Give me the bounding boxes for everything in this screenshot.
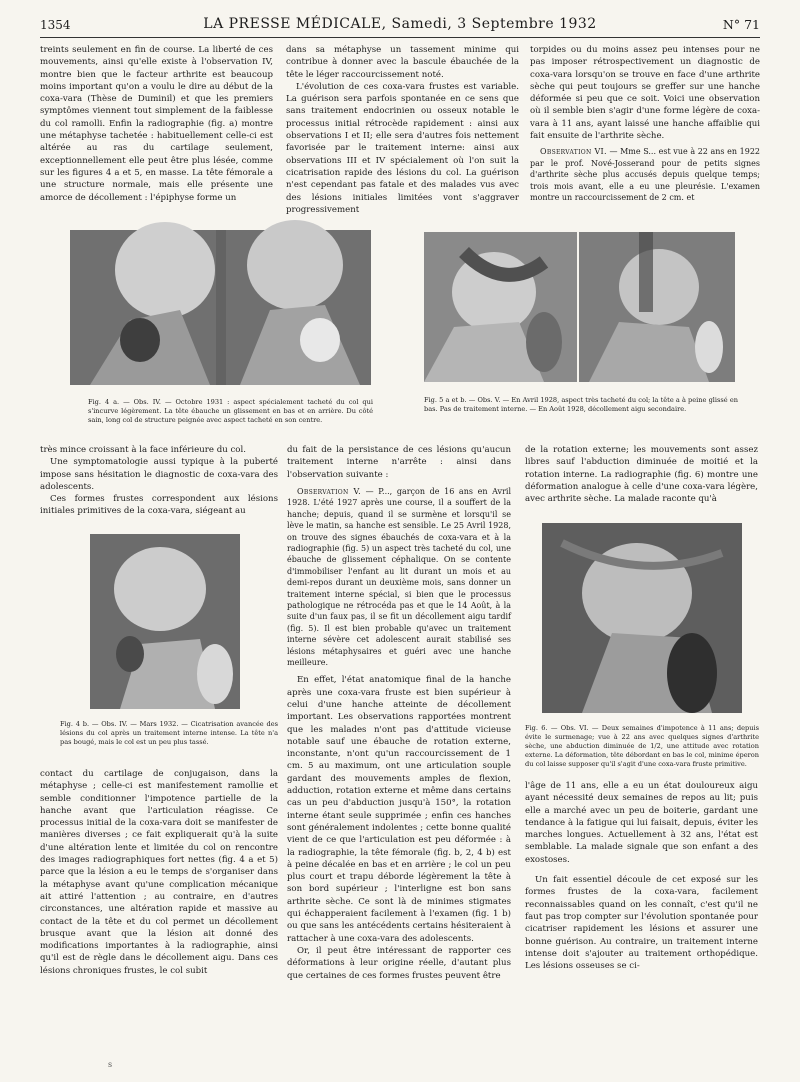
paragraph: treints seulement en fin de course. La liberté de ces mouvements, ainsi qu'elle existe à l'observation IV, montre bien que le facteur arthrite est beaucoup moins important qu'on a voulu le dire au début de la coxa-vara (Thèse de Duminil) et que les premiers symptômes viennent tout simplement de la faiblesse du col ramolli. Enfin la radiographie (fig. a) montre une métaphyse tachetée : habituellement celle-ci est altérée au ras du cartilage seulement, exceptionnellement elle peut être plus lésée, comme sur les figures 4 a et 5, en masse. La tête fémorale a une structure normale, mais elle présente une amorce de décollement : l'épiphyse forme un [40,45,273,203]
figure-6-caption: Fig. 6. — Obs. VI. — Deux semaines d'impotence à 11 ans; depuis évite le surmenage; vue à 22 ans avec quelques signes d'arthrite sèche, une abduction diminuée de 1/2, une attitude avec rotation externe. La déformation, tête débordant en bas le col, minime éperon du col laisse supposer qu'il s'agit d'une coxa-vara fruste primitive. [525,724,759,768]
bottom-column-1 [40,768,278,1044]
paragraph: Or, il peut être intéressant de rapporter ces déformations à leur origine réelle, d'autant plus que certaines de ces formes frustes peuvent être [287,945,511,981]
paragraph: dans sa métaphyse un tassement minime qui contribue à donner avec la bascule ébauchée de la tête le léger raccourcissement noté. [286,45,519,80]
header-rule [40,37,760,38]
page-number: 1354 [40,18,71,32]
observation-text: — Mme S... est vue à 22 ans en 1922 par le prof. Nové-Josserand pour de petits signes d'arthrite sèche plus accusés depuis quelque temps; trois mois avant, elle a eu une pleurésie. L'examen montre un raccourcissement de 2 cm. et [530,147,760,202]
paragraph: de la rotation externe; les mouvements sont assez libres sauf l'abduction diminuée de moitié et la rotation interne. La radiographie (fig. 6) montre une déformation analogue à celle d'une coxa-vara légère, avec arthrite sèche. La malade raconte qu'à [525,445,758,505]
figure-4a-radiograph [70,230,371,385]
top-column-3 [530,44,760,240]
paragraph: du fait de la persistance de ces lésions qu'aucun traitement interne n'arrête : ainsi dans l'observation suivante : [287,445,511,480]
top-column-1 [40,44,273,240]
observation-text: — P..., garçon de 16 ans en Avril 1928. L'été 1927 après une course, il a souffert de la hanche; depuis, quand il se surmène et lorsqu'il se lève le matin, sa hanche est sensible. Le 25 Avril 1928, on trouve des signes ébauchés de coxa-vara et à la radiographie (fig. 5) un aspect très tacheté du col, une ébauche de glissement céphalique. On se contente d'immobiliser l'enfant au lit durant un mois et au demi-repos durant un deuxième mois, sans donner un traitement interne spécial, si bien que le processus pathologique ne rétrocéda pas et que le 14 Août, à la suite d'un faux pas, il se fit un décollement aigu tardif (fig. 5). Il est bien probable qu'avec un traitement interne sévère cet adolescent aurait stabilisé ses lésions métaphysaires et guéri avec une hanche meilleure. [287,486,512,667]
observation-paragraph [530,146,760,203]
top-column-2 [286,44,519,240]
paragraph: Un fait essentiel découle de cet exposé sur les formes frustes de la coxa-vara, facilement reconnaissables quand on les connaît, c'est qu'il ne faut pas trop compter sur l'évolution spontanée pour cicatriser rapidement les lésions et assurer une bonne guérison. Au contraire, un traitement interne intense doit s'ajouter au traitement orthopédique. Les lésions osseuses se ci- [525,875,758,972]
figure-4b-caption: Fig. 4 b. — Obs. IV. — Mars 1932. — Cicatrisation avancée des lésions du col après un traitement interne intense. La tête n'a pas bougé, mais le col est un peu plus tassé. [60,720,278,746]
paragraph: contact du cartilage de conjugaison, dans la métaphyse ; celle-ci est manifestement ramollie et semble conditionner l'impotence partielle de la hanche avant que l'articulation réagisse. Ce processus initial de la coxa-vara doit se manifester de manières diverses ; ce fait expliquerait qu'à la suite d'une altération lente et limitée du col on rencontre des images radiographiques fort nettes (fig. 4 a et 5) parce que la lésion a eu le temps de s'organiser dans la métaphyse avant qu'une complication mécanique ait attiré l'attention ; au contraire, en d'autres circonstances, une altération rapide et massive au contact de la tête et du col permet un décollement brusque avant que la lésion ait donné des modifications importantes à la radiographie, ainsi qu'il est de règle dans le décollement aigu. Dans ces lésions chroniques frustes, le col subit [40,769,278,976]
figure-4a-caption: Fig. 4 a. — Obs. IV. — Octobre 1931 : aspect spécialement tacheté du col qui s'incurve légèrement. La tête ébauche un glissement en bas et en arrière. Du côté sain, long col de structure peignée avec aspect tacheté en son centre. [88,398,373,424]
paragraph: En effet, l'état anatomique final de la hanche après une coxa-vara fruste est bien supérieur à celui d'une hanche atteinte de décollement important. Les observations rapportées montrent que les malades n'ont pas d'attitude vicieuse notable sauf une ébauche de rotation externe, inconstante, n'ont qu'un raccourcissement de 1 cm. 5 au maximum, ont une articulation souple gardant des mouvements amples de flexion, adduction, rotation externe et même dans certains cas un peu d'abduction jusqu'à 150°, la rotation interne étant seule supprimée ; enfin ces hanches sont généralement indolentes ; cette bonne qualité vient de ce que l'articulation est peu déformée : à la radiographie, la tête fémorale (fig. b, 2, 4 b) est à peine décalée en bas et en arrière ; le col un peu plus court et trapu déborde légèrement la tête à son bord supérieur ; l'interligne est bon sans arthrite sèche. Ce sont là de minimes stigmates qui échapperaient facilement à l'examen (fig. 1 b) ou que sans les antécédents certains hésiteraient à rattacher à une coxa-vara des adolescents. [287,675,511,944]
paragraph: L'évolution de ces coxa-vara frustes est variable. La guérison sera parfois spontanée en ce sens que sans traitement endocrinien ou osseux notable le processus initial rétrocède rapidement : ainsi aux observations I et II; elle sera d'autres fois nettement favorisée par le traitement interne: ainsi aux observations III et IV spécialement où l'on suit la cicatrisation rapide des lésions du col. La guérison n'est cependant pas fatale et des malades vus avec des lésions initiales limitées vont s'aggraver progressivement [286,81,519,215]
figure-5a-radiograph [424,232,577,382]
masthead: LA PRESSE MÉDICALE, Samedi, 3 Septembre 1932 [203,16,597,32]
middle-column-3-top [525,444,758,505]
figure-5-caption: Fig. 5 a et b. — Obs. V. — En Avril 1928, aspect très tacheté du col; la tête a à peine glissé en bas. Pas de traitement interne. — En Août 1928, décollement aigu secondaire. [424,396,738,413]
figure-5b-radiograph [579,232,735,382]
observation-paragraph [287,486,511,669]
paragraph: torpides ou du moins assez peu intenses pour ne pas imposer rétrospectivement un diagnostic de coxa-vara lorsqu'on se trouve en face d'une arthrite sèche qui peut toujours se greffer sur une hanche déformée si peu que ce soit. Voici une observation où il semble bien s'agir d'une forme légère de coxa-vara à 11 ans, ayant laissé une hanche affaiblie qui fait ensuite de l'arthrite sèche. [530,45,760,142]
middle-column-2 [287,444,511,1044]
observation-heading: Observation V. [297,486,361,496]
middle-column-3-bottom [525,780,758,1044]
issue-number: N° 71 [722,17,760,32]
paragraph: Ces formes frustes correspondent aux lésions initiales primitives de la coxa-vara, siégeant au [40,494,278,517]
middle-column-1 [40,444,278,524]
figure-6-radiograph [542,523,742,713]
figure-4b-radiograph [90,534,240,709]
paragraph: l'âge de 11 ans, elle a eu un état douloureux aigu ayant nécessité deux semaines de repos au lit; puis elle a marché avec un peu de boiterie, gardant une tendance à la fatigue qui lui faisait, depuis, éviter les marches longues. Actuellement à 32 ans, l'état est semblable. La malade signale que son enfant a des exostoses. [525,781,758,865]
observation-heading: Observation VI. [540,147,607,157]
page-header [40,14,760,36]
footer-mark: s [108,1060,113,1069]
paragraph: très mince croissant à la face inférieure du col. [40,445,246,455]
paragraph: Une symptomatologie aussi typique à la puberté impose sans hésitation le diagnostic de coxa-vara des adolescents. [40,457,278,492]
